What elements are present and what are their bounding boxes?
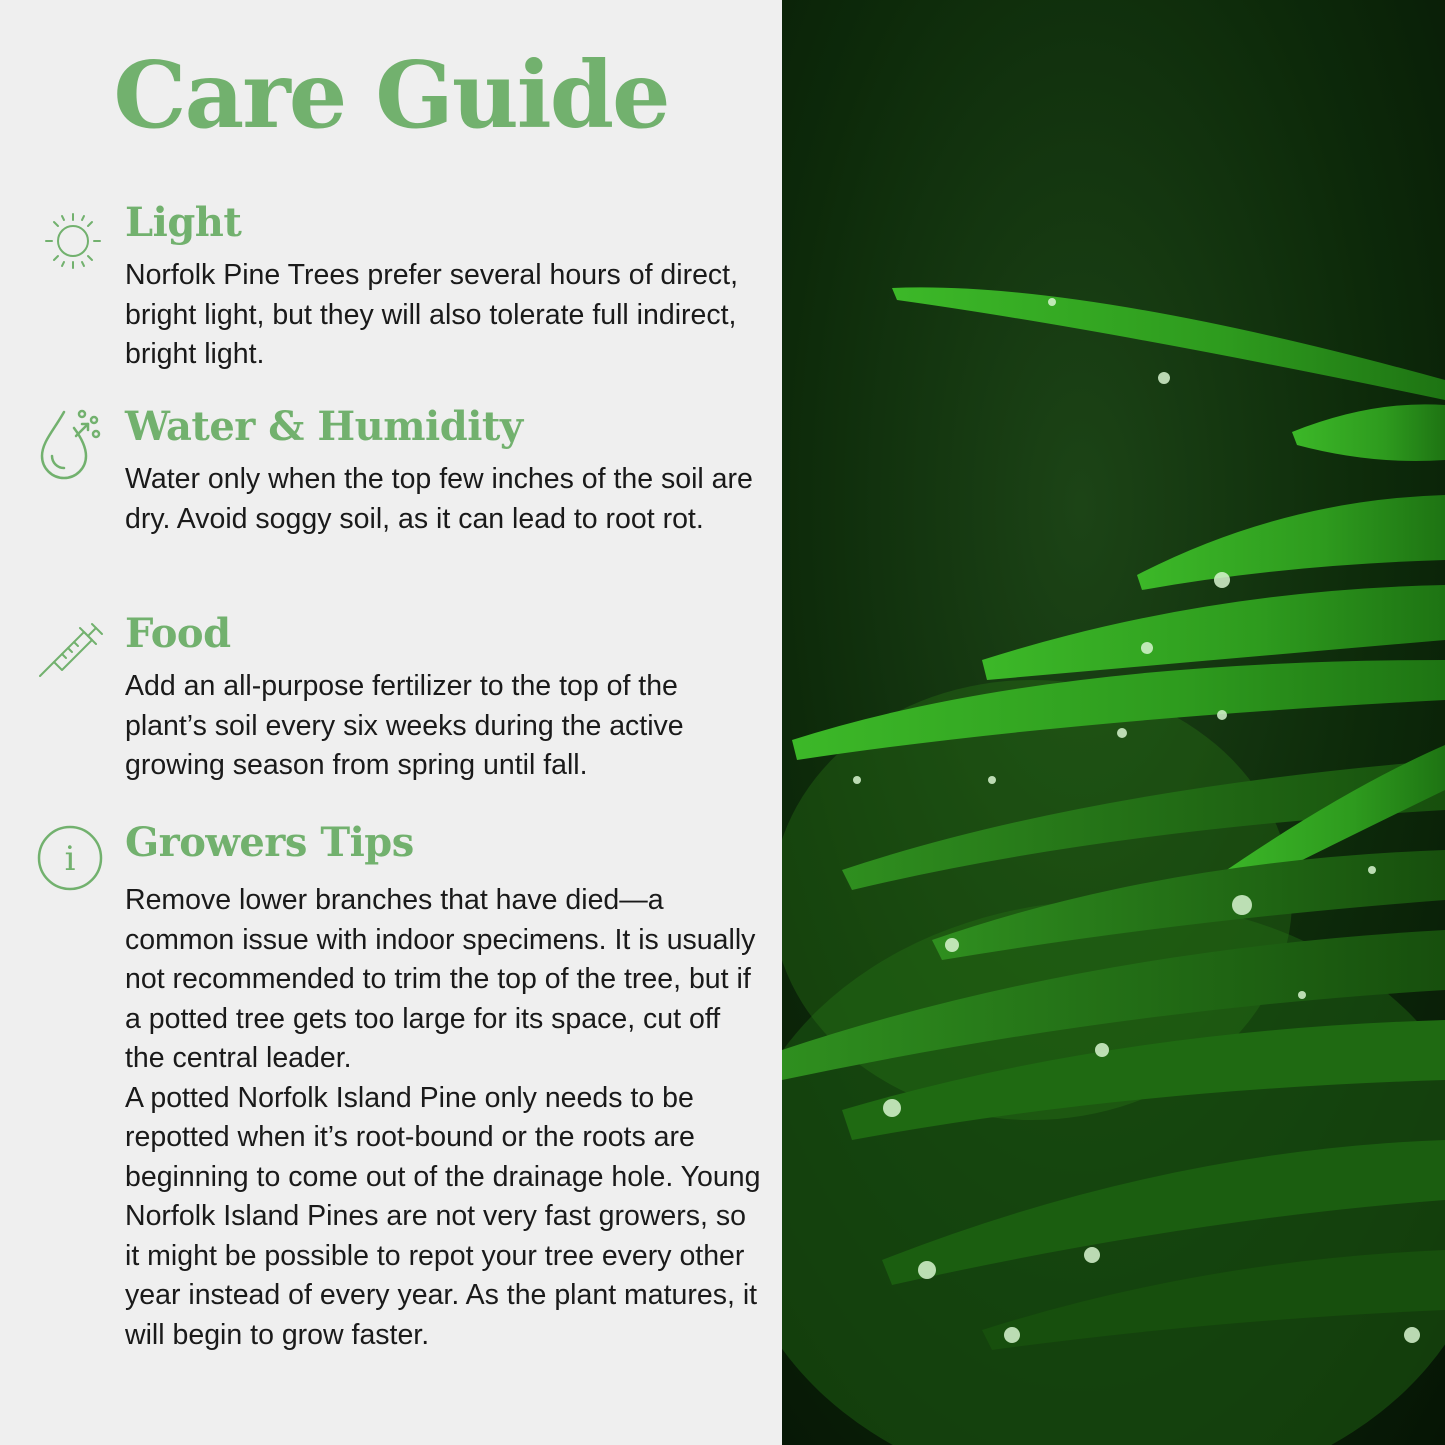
section-text: Remove lower branches that have died—a common issue with indoor specimens. It is usually not recommended to trim the top of the tree, but if a potted tree gets too large for its space, cut off the central leader.	[125, 884, 756, 1074]
section-text-continued: A potted Norfolk Island Pine only needs to be repotted when it’s root-bound or the roots are beginning to come out of the drainage hole. Young Norfolk Island Pines are not very fast growers, so it might be possible to repot your tree every other year instead of every year. As the plant matures, it will begin to grow faster.	[125, 1081, 761, 1351]
sun-icon	[40, 210, 106, 272]
info-icon	[36, 824, 104, 892]
section-water	[125, 402, 765, 539]
page-title: Care Guide	[113, 41, 669, 149]
section-light	[125, 198, 765, 375]
section-text: Add an all-purpose fertilizer to the top of the plant’s soil every six weeks during the active growing season from spring until fall.	[125, 670, 684, 781]
section-heading: Growers Tips	[125, 819, 414, 866]
section-text: Norfolk Pine Trees prefer several hours of direct, bright light, but they will also tolerate full indirect, bright light.	[125, 259, 739, 370]
water-drop-icon	[36, 406, 106, 480]
section-text: Water only when the top few inches of the soil are dry. Avoid soggy soil, as it can lead to root rot.	[125, 463, 753, 535]
fertilizer-syringe-icon	[36, 612, 106, 680]
svg-text:i: i	[64, 839, 76, 879]
section-food	[125, 609, 765, 786]
section-heading: Water & Humidity	[125, 403, 523, 450]
section-growers-tips	[125, 818, 765, 1355]
norfolk-pine-branch-photo	[782, 0, 1445, 1445]
section-heading: Food	[125, 610, 231, 657]
section-heading: Light	[125, 199, 242, 246]
